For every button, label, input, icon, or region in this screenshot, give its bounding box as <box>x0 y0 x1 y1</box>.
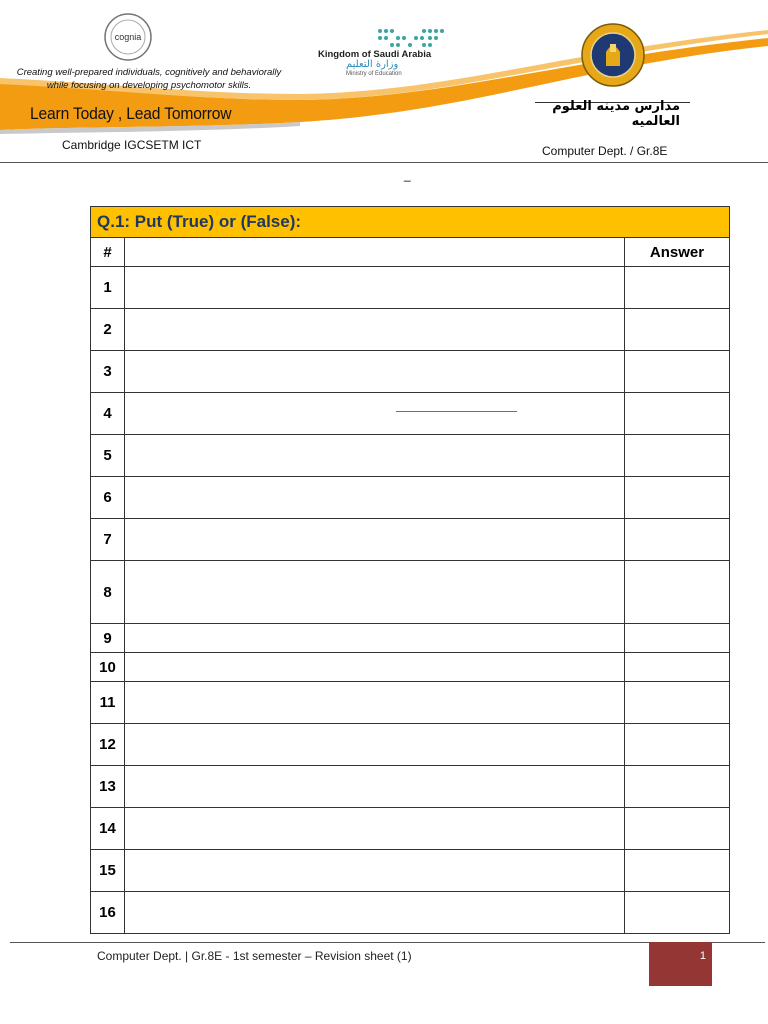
statement-cell <box>125 624 625 653</box>
page-number: 1 <box>699 950 706 962</box>
table-row <box>91 351 730 393</box>
answer-cell[interactable] <box>625 519 730 561</box>
school-tagline <box>14 66 284 92</box>
statement-cell <box>125 653 625 682</box>
row-number: 6 <box>91 477 125 519</box>
question-instruction: Put (True) or (False): <box>130 212 302 231</box>
row-number: 8 <box>91 561 125 624</box>
tagline-line-1: Creating well-prepared individuals, cognitively and behaviorally <box>16 67 282 78</box>
table-row <box>91 267 730 309</box>
course-label: Cambridge IGCSETM ICT <box>62 138 202 152</box>
answer-cell[interactable] <box>625 624 730 653</box>
separator-mark: _ <box>404 168 411 182</box>
page-number-box <box>649 942 712 986</box>
table-row <box>91 808 730 850</box>
department-label: Computer Dept. / Gr.8E <box>542 144 668 158</box>
table-row <box>91 519 730 561</box>
answer-cell[interactable] <box>625 561 730 624</box>
answer-cell[interactable] <box>625 435 730 477</box>
table-row <box>91 724 730 766</box>
question-header-row <box>91 207 730 238</box>
row-number: 16 <box>91 892 125 934</box>
question-table <box>90 206 730 934</box>
row-number: 15 <box>91 850 125 892</box>
answer-cell[interactable] <box>625 682 730 724</box>
table-row <box>91 561 730 624</box>
answer-cell[interactable] <box>625 393 730 435</box>
statement-cell <box>125 808 625 850</box>
answer-cell[interactable] <box>625 477 730 519</box>
answer-cell[interactable] <box>625 267 730 309</box>
ministry-arabic: وزارة التعليم <box>346 59 399 70</box>
table-row <box>91 766 730 808</box>
statement-cell <box>125 724 625 766</box>
statement-cell <box>125 682 625 724</box>
answer-column-header: Answer <box>625 238 730 267</box>
answer-cell[interactable] <box>625 850 730 892</box>
statement-cell <box>125 435 625 477</box>
table-row <box>91 435 730 477</box>
row-number: 2 <box>91 309 125 351</box>
table-row <box>91 653 730 682</box>
answer-cell[interactable] <box>625 808 730 850</box>
statement-cell <box>125 309 625 351</box>
row-number: 10 <box>91 653 125 682</box>
row-number: 7 <box>91 519 125 561</box>
statement-cell <box>125 766 625 808</box>
statement-cell <box>125 892 625 934</box>
school-name-arabic: مدارس مدينه العلوم العالميه <box>552 99 680 129</box>
table-row <box>91 309 730 351</box>
table-row <box>91 850 730 892</box>
cognia-logo <box>103 12 153 62</box>
number-column-header: # <box>91 238 125 267</box>
row-number: 11 <box>91 682 125 724</box>
header-rule <box>0 162 768 163</box>
answer-cell[interactable] <box>625 351 730 393</box>
row-number: 1 <box>91 267 125 309</box>
school-seal <box>580 22 646 88</box>
row-number: 13 <box>91 766 125 808</box>
row-number: 14 <box>91 808 125 850</box>
statement-cell <box>125 267 625 309</box>
statement-column-header <box>125 238 625 267</box>
answer-cell[interactable] <box>625 724 730 766</box>
cognia-logo-text: cognia <box>114 32 142 42</box>
statement-cell <box>125 351 625 393</box>
statement-cell <box>125 850 625 892</box>
answer-cell[interactable] <box>625 309 730 351</box>
row-number: 5 <box>91 435 125 477</box>
answer-cell[interactable] <box>625 892 730 934</box>
row-number: 12 <box>91 724 125 766</box>
footer-text: Computer Dept. | Gr.8E - 1st semester – Revision sheet (1) <box>97 949 412 963</box>
statement-cell <box>125 393 625 435</box>
row-number: 3 <box>91 351 125 393</box>
table-row <box>91 393 730 435</box>
statement-cell <box>125 561 625 624</box>
tagline-line-2: while focusing on developing psychomotor skills. <box>46 80 252 91</box>
ministry-english: Ministry of Education <box>346 71 402 77</box>
statement-cell <box>125 519 625 561</box>
answer-cell[interactable] <box>625 653 730 682</box>
table-row <box>91 682 730 724</box>
column-header-row <box>91 238 730 267</box>
question-title <box>91 207 730 238</box>
table-row <box>91 477 730 519</box>
school-slogan: Learn Today , Lead Tomorrow <box>30 104 232 123</box>
red-underline-mark <box>396 411 517 412</box>
row-number: 9 <box>91 624 125 653</box>
statement-cell <box>125 477 625 519</box>
row-number: 4 <box>91 393 125 435</box>
table-row <box>91 624 730 653</box>
question-number: Q.1: <box>97 212 131 231</box>
ministry-logo-mark <box>376 27 444 49</box>
table-row <box>91 892 730 934</box>
ministry-title: Kingdom of Saudi Arabia <box>318 49 432 60</box>
answer-cell[interactable] <box>625 766 730 808</box>
